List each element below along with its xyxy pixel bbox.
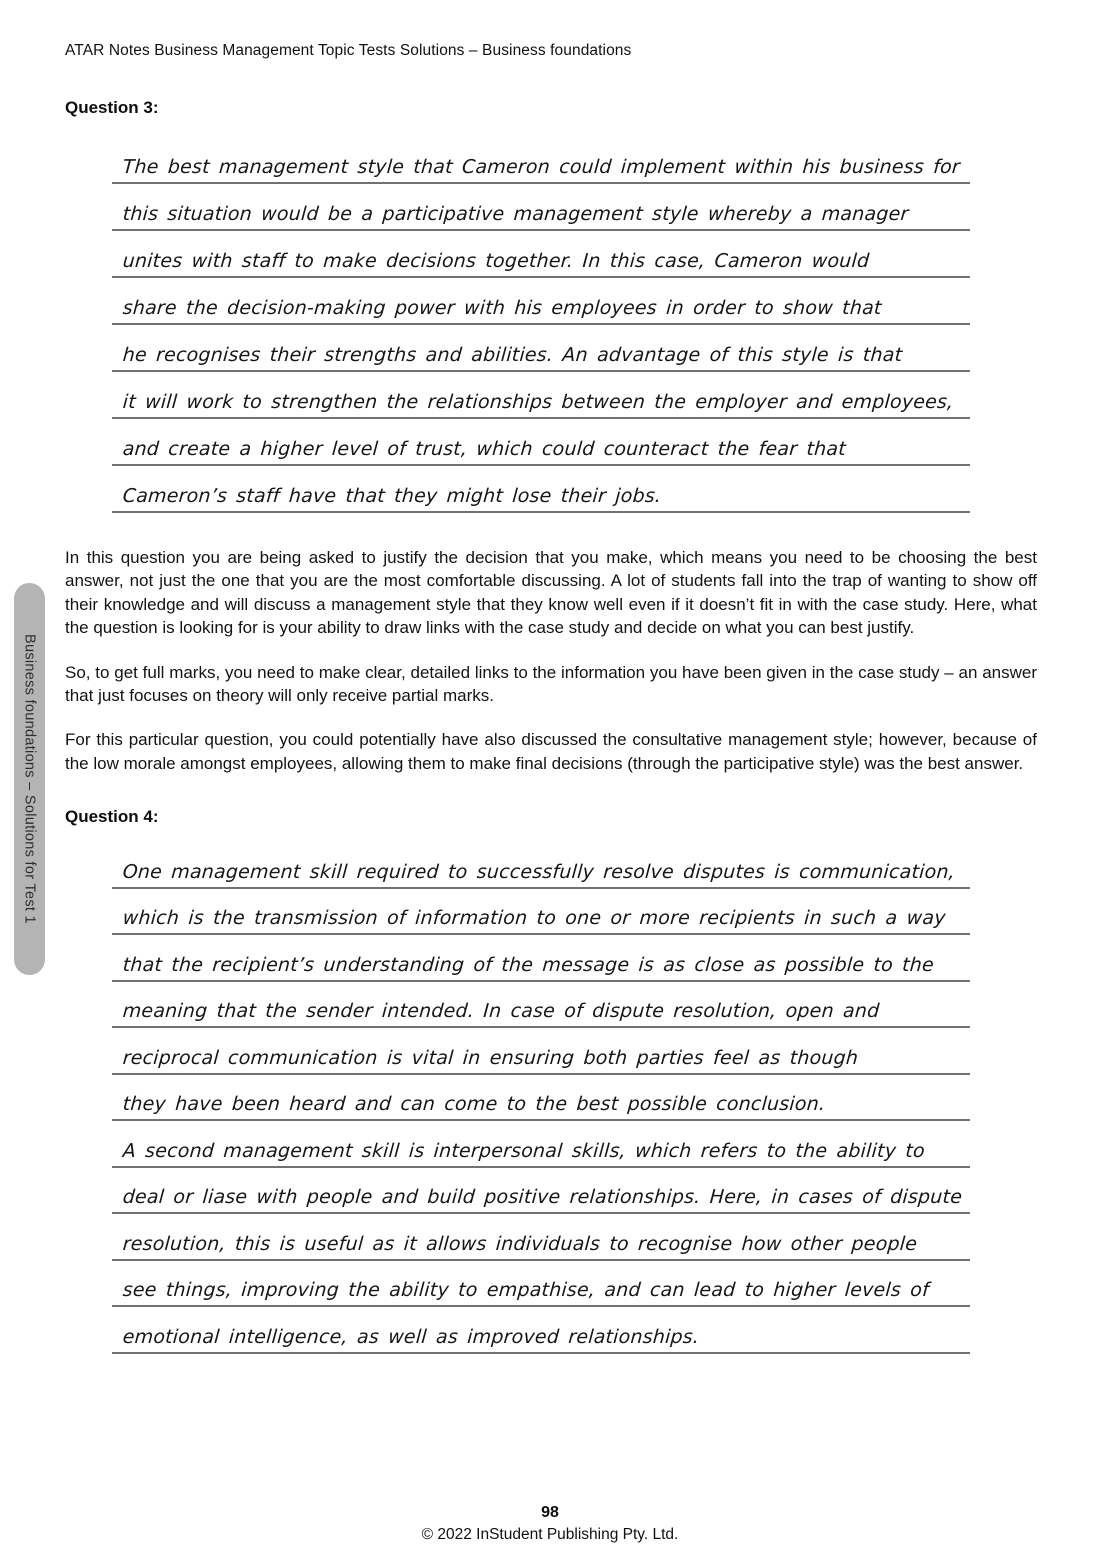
handwritten-line xyxy=(112,1028,970,1075)
handwritten-text: reciprocal communication is vital in ensuring both parties feel as though xyxy=(122,1046,859,1069)
copyright-text: © 2022 InStudent Publishing Pty. Ltd. xyxy=(421,1526,679,1543)
handwritten-line xyxy=(112,1307,970,1354)
page-footer xyxy=(0,1504,1100,1544)
explanation-section xyxy=(65,546,1037,775)
handwritten-line xyxy=(112,325,970,372)
handwritten-text: meaning that the sender intended. In case of dispute resolution, open and xyxy=(122,1000,881,1023)
handwritten-line xyxy=(112,1075,970,1122)
handwritten-line xyxy=(112,137,970,184)
handwritten-line xyxy=(112,1168,970,1215)
handwritten-text: One management skill required to successfully resolve disputes is communication, xyxy=(122,860,956,883)
question4-heading: Question 4: xyxy=(65,807,159,827)
handwritten-text: A second management skill is interpersonal skills, which refers to the ability to xyxy=(122,1139,926,1162)
question4-answer-sheet xyxy=(112,842,970,1354)
handwritten-text: The best management style that Cameron could implement within his business for xyxy=(122,156,961,178)
handwritten-text: which is the transmission of information to one or more recipients in such a way xyxy=(122,907,947,930)
handwritten-text: deal or liase with people and build positive relationships. Here, in cases of dispute xyxy=(122,1186,963,1209)
sidebar-tab-label: Business foundations – Solutions for Test 1 xyxy=(21,634,38,924)
page-number: 98 xyxy=(541,1504,559,1521)
handwritten-line xyxy=(112,419,970,466)
handwritten-line xyxy=(112,982,970,1029)
handwritten-text: he recognises their strengths and abilities. An advantage of this style is that xyxy=(122,344,904,366)
handwritten-line xyxy=(112,1214,970,1261)
header-title: ATAR Notes Business Management Topic Tests Solutions – Business foundations xyxy=(65,42,632,59)
handwritten-line xyxy=(112,231,970,278)
handwritten-text: unites with staff to make decisions together. In this case, Cameron would xyxy=(122,250,871,272)
handwritten-text: they have been heard and can come to the best possible conclusion. xyxy=(122,1093,827,1116)
handwritten-line xyxy=(112,889,970,936)
handwritten-text: this situation would be a participative management style whereby a manager xyxy=(122,203,910,225)
handwritten-text: emotional intelligence, as well as improved relationships. xyxy=(122,1325,700,1348)
handwritten-text: Cameron’s staff have that they might lose their jobs. xyxy=(122,485,662,507)
explanation-paragraph: For this particular question, you could potentially have also discussed the consultative management style; however, because of the low morale amongst employees, allowing them to make final decisions (through the participative style) was the best answer. xyxy=(65,730,1037,773)
handwritten-line xyxy=(112,466,970,513)
handwritten-text: share the decision-making power with his employees in order to show that xyxy=(122,297,883,319)
handwritten-line xyxy=(112,184,970,231)
handwritten-line xyxy=(112,372,970,419)
question3-answer-sheet xyxy=(112,137,970,513)
handwritten-text: and create a higher level of trust, which could counteract the fear that xyxy=(122,438,847,460)
handwritten-text: that the recipient’s understanding of the message is as close as possible to the xyxy=(122,953,935,976)
question3-heading: Question 3: xyxy=(65,98,159,117)
handwritten-text: see things, improving the ability to empathise, and can lead to higher levels of xyxy=(122,1279,930,1302)
handwritten-line xyxy=(112,1121,970,1168)
handwritten-line xyxy=(112,935,970,982)
sidebar-tab xyxy=(14,583,45,975)
handwritten-line xyxy=(112,842,970,889)
explanation-paragraph: In this question you are being asked to justify the decision that you make, which means you need to be choosing the best answer, not just the one that you are the most comfortable discussing. A lot of students fall into the trap of wanting to show off their knowledge and will discuss a management style that they know well even if it doesn’t fit in with the case study. Here, what the question is looking for is your ability to draw links with the case study and decide on what you can best justify. xyxy=(65,548,1037,638)
handwritten-line xyxy=(112,278,970,325)
handwritten-text: it will work to strengthen the relationships between the employer and employees, xyxy=(122,391,955,413)
explanation-paragraph: So, to get full marks, you need to make clear, detailed links to the information you have been given in the case study – an answer that just focuses on theory will only receive partial marks. xyxy=(65,662,1037,706)
handwritten-line xyxy=(112,1261,970,1308)
handwritten-text: resolution, this is useful as it allows individuals to recognise how other people xyxy=(122,1232,918,1255)
